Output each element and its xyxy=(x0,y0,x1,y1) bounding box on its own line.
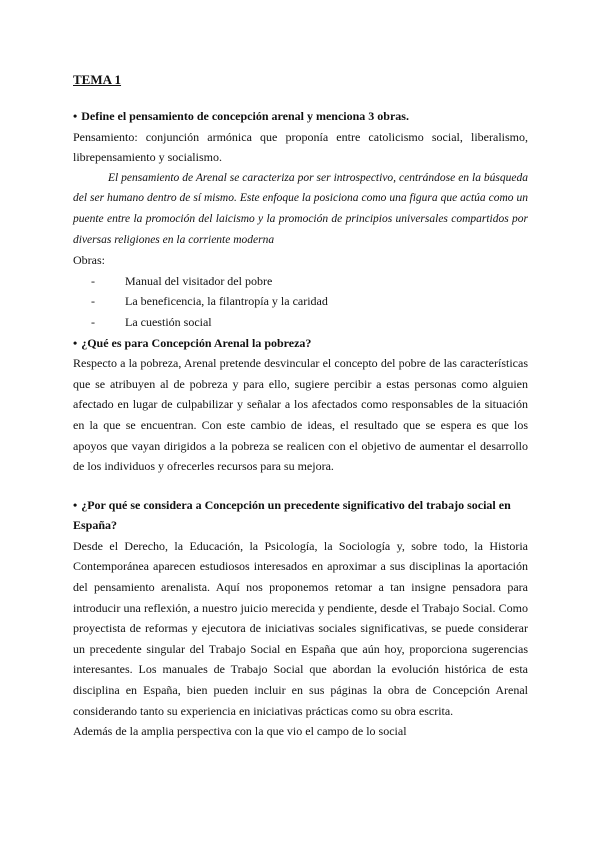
page-title: TEMA 1 xyxy=(73,72,122,87)
work-title: La beneficencia, la filantropía y la caridad xyxy=(125,294,328,309)
list-item xyxy=(91,312,528,333)
list-item xyxy=(91,291,528,312)
work-title: Manual del visitador del pobre xyxy=(125,273,273,288)
work-title: La cuestión social xyxy=(125,314,212,329)
closing-paragraph: Además de la amplia perspectiva con la que vio el campo de lo social xyxy=(73,724,407,739)
question-1 xyxy=(73,106,528,127)
list-item xyxy=(91,271,528,292)
question-1-text: Define el pensamiento de concepción arenal y menciona 3 obras. xyxy=(81,109,409,123)
dash-icon: - xyxy=(91,294,95,309)
question-2-text: ¿Qué es para Concepción Arenal la pobreza? xyxy=(81,335,312,350)
quote-paragraph: El pensamiento de Arenal se caracteriza por ser introspectivo, centrándose en la búsqueda del ser humano dentro de sí mismo. Este enfoque la posiciona como una figura que actúa como un puente entre la promoción del laicismo y la promoción de principios universales compartidos por diversas religiones en la corriente moderna xyxy=(73,171,528,246)
works-label: Obras: xyxy=(73,253,105,268)
bullet-icon: • xyxy=(73,109,78,123)
question-3 xyxy=(73,495,528,536)
dash-icon: - xyxy=(91,314,95,329)
social-work-paragraph: Desde el Derecho, la Educación, la Psicología, la Sociología y, sobre todo, la Historia Contemporánea aparecen estudiosos interesados en aproximar a sus disciplinas la aportación del pensamiento arenalista. Aquí nos proponemos retomar a tan insigne pensadora para introducir una reflexión, a nuestro juicio merecida y pendiente, desde el Trabajo Social. Como proyectista de reformas y ejecutora de iniciativas sociales significativas, se puede considerar un precedente singular del Trabajo Social en España que aún hoy, proporciona sugerencias interesantes. Los manuales de Trabajo Social que abordan la evolución histórica de esta disciplina en España, bien pueden incluir en sus páginas la obra de Concepción Arenal considerando tanto su experiencia en iniciativas prácticas como su obra escrita. xyxy=(73,538,528,718)
question-2 xyxy=(73,333,528,354)
document-body xyxy=(73,106,528,742)
dash-icon: - xyxy=(91,273,95,288)
poverty-paragraph: Respecto a la pobreza, Arenal pretende desvincular el concepto del pobre de las características que se atribuyen al de pobreza y para ello, sugiere percibir a estas personas como alguien afectado en lugar de culpabilizar y señalar a los afectados como responsables de la situación en la que se encuentran. Con este cambio de ideas, el resultado que se espera es que los apoyos que vayan dirigidos a la pobreza se realicen con el objetivo de aumentar el desarrollo de los individuos y ofrecerles recursos para su mejora. xyxy=(73,356,528,474)
spacer xyxy=(73,477,528,495)
works-list xyxy=(73,271,528,333)
question-3-text: ¿Por qué se considera a Concepción un precedente significativo del trabajo social en España? xyxy=(73,497,511,533)
bullet-icon: • xyxy=(73,497,78,512)
bullet-icon: • xyxy=(73,335,78,350)
thought-paragraph: Pensamiento: conjunción armónica que proponía entre catolicismo social, liberalismo, librepensamiento y socialismo. xyxy=(73,129,528,165)
